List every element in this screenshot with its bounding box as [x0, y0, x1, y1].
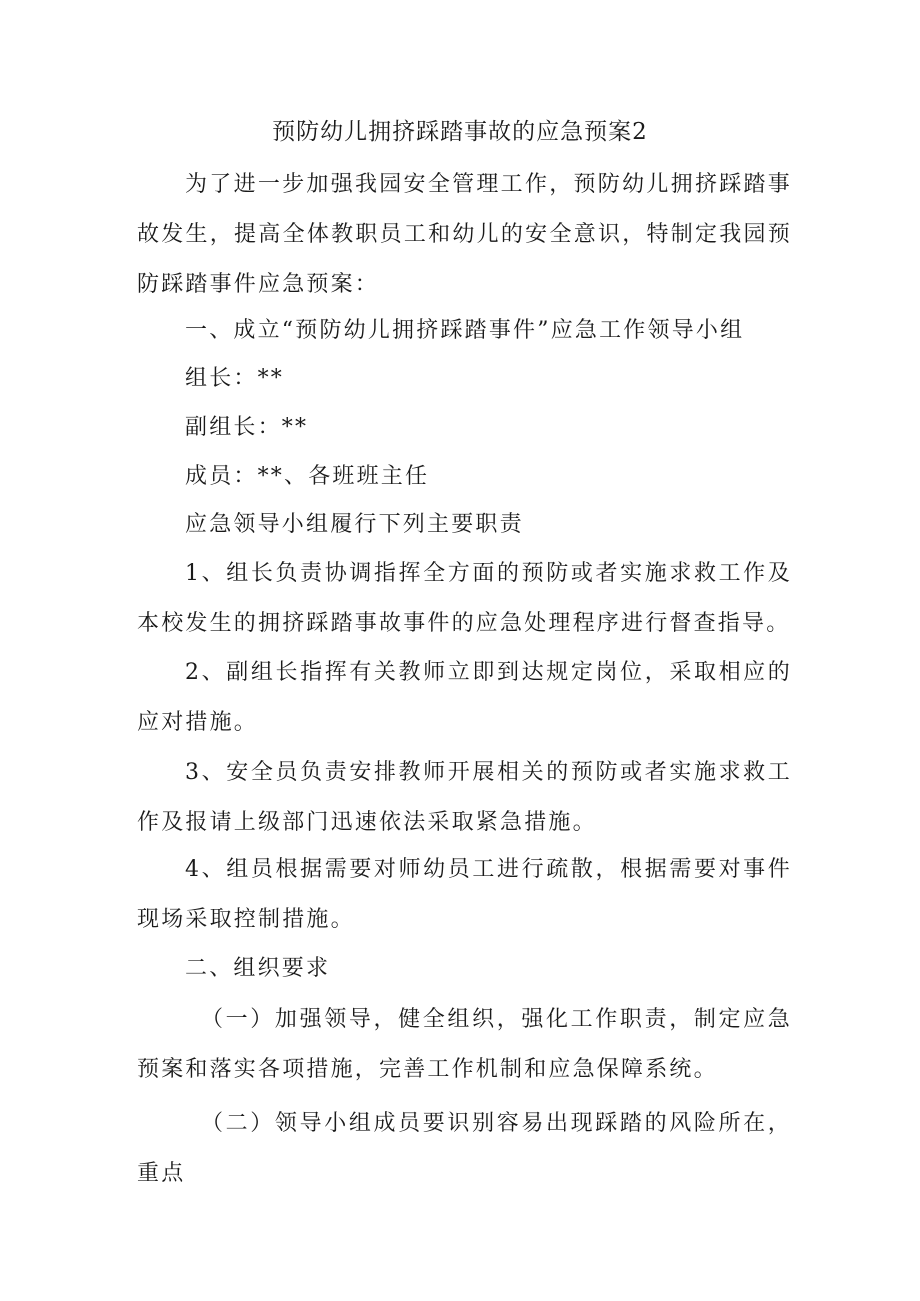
deputy-leader-line: 副组长：**	[185, 415, 309, 440]
leader-line: 组长：**	[185, 366, 285, 391]
intro-paragraph: 为了进一步加强我园安全管理工作，预防幼儿拥挤踩踏事故发生，提高全体教职员工和幼儿的安全意识，特制定我园预防踩踏事件应急预案：	[137, 172, 792, 297]
duty-3-paragraph: 3、安全员负责安排教师开展相关的预防或者实施求救工作及报请上级部门迅速依法采取紧急措施。	[137, 760, 792, 835]
members-line: 成员：**、各班班主任	[185, 464, 430, 489]
duty-1-paragraph: 1、组长负责协调指挥全方面的预防或者实施求救工作及本校发生的拥挤踩踏事故事件的应急处理程序进行督查指导。	[137, 561, 792, 636]
document-title: 预防幼儿拥挤踩踏事故的应急预案2	[272, 119, 648, 145]
requirement-1-paragraph: （一）加强领导，健全组织，强化工作职责，制定应急预案和落实各项措施，完善工作机制和应急保障系统。	[137, 1007, 792, 1082]
duties-heading: 应急领导小组履行下列主要职责	[185, 512, 524, 537]
duty-2-paragraph: 2、副组长指挥有关教师立即到达规定岗位，采取相应的应对措施。	[137, 660, 792, 735]
duty-4-paragraph: 4、组员根据需要对师幼员工进行疏散，根据需要对事件现场采取控制措施。	[137, 857, 792, 932]
section2-heading: 二、组织要求	[185, 956, 331, 981]
requirement-2-paragraph: （二）领导小组成员要识别容易出现踩踏的风险所在，重点	[137, 1111, 792, 1186]
section1-heading: 一、成立“预防幼儿拥挤踩踏事件”应急工作领导小组	[185, 318, 745, 343]
